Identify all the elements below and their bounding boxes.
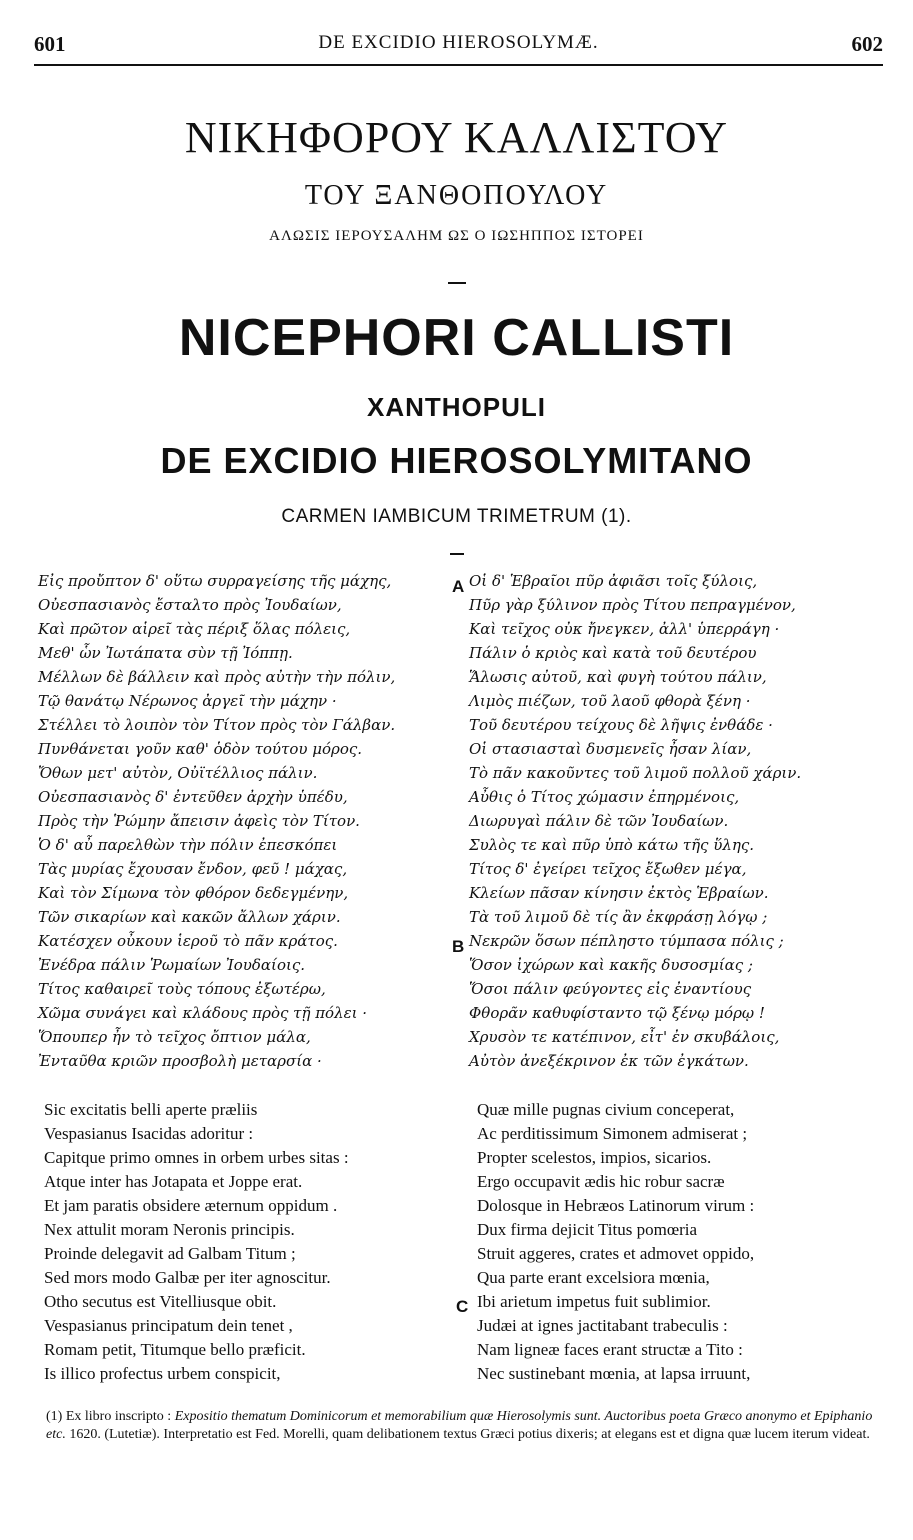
title-divider <box>448 282 466 284</box>
verse-line: Νεκρῶν ὅσων πέπληστο τύμπασα πόλις ; <box>469 932 784 950</box>
verse-line: Εἰς προὔπτον δ' οὕτω συρραγείσης τῆς μάχης, <box>38 572 392 590</box>
verse-line: Ἐνταῦθα κριῶν προσβολὴ μεταρσία · <box>38 1052 322 1070</box>
verse-line: Ὄθων μετ' αὐτὸν, Οὐϊτέλλιος πάλιν. <box>38 764 318 782</box>
verse-line: Quæ mille pugnas civium conceperat, <box>477 1100 735 1119</box>
verse-line: Λιμὸς πιέζων, τοῦ λαοῦ φθορὰ ξένη · <box>469 692 751 710</box>
footnote <box>46 1408 891 1444</box>
verse-line: Τῷ θανάτῳ Νέρωνος ἀργεῖ τὴν μάχην · <box>38 692 337 710</box>
verse-line: Ὅσον ἰχώρων καὶ κακῆς δυσοσμίας ; <box>469 956 753 974</box>
verse-line: Et jam paratis obsidere æternum oppidum . <box>44 1196 338 1215</box>
greek-left-column <box>38 572 438 1092</box>
verse-line: Οἱ δ' Ἑβραῖοι πῦρ ἀφιᾶσι τοῖς ξύλοις, <box>469 572 758 590</box>
verse-line: Capitque primo omnes in orbem urbes sitas : <box>44 1148 349 1167</box>
page-number-left: 601 <box>34 32 66 56</box>
verse-line: Μεθ' ὧν Ἰωτάπατα σὺν τῇ Ἰόππῃ. <box>38 644 293 662</box>
verse-line: Τίτος δ' ἐγείρει τεῖχος ἔξωθεν μέγα, <box>469 860 747 878</box>
verse-line: Sed mors modo Galbæ per iter agnoscitur. <box>44 1268 331 1287</box>
verse-line: Πάλιν ὁ κριὸς καὶ κατὰ τοῦ δευτέρου <box>469 644 757 662</box>
verse-line: Κατέσχεν οὖκουν ἱεροῦ τὸ πᾶν κράτος. <box>38 932 338 950</box>
verse-line: Ὅσοι πάλιν φεύγοντες εἰς ἐναντίους <box>469 980 752 998</box>
greek-author-title: ΝΙΚΗΦΟΡΟΥ ΚΑΛΛΙΣΤΟΥ <box>184 113 729 162</box>
verse-line: Nex attulit moram Neronis principis. <box>44 1220 295 1239</box>
verse-line: Dux firma dejicit Titus pomœria <box>477 1220 698 1239</box>
verse-line: Otho secutus est Vitelliusque obit. <box>44 1292 277 1311</box>
verse-line: Καὶ πρῶτον αἱρεῖ τὰς πέριξ ὅλας πόλεις, <box>38 620 351 638</box>
greek-surname-title: ΤΟΥ ΞΑΝΘΟΠΟΥΛΟΥ <box>304 180 609 211</box>
verse-line: Τίτος καθαιρεῖ τοὺς τόπους ἐξωτέρω, <box>38 980 326 998</box>
verse-line: Ἐνέδρα πάλιν Ῥωμαίων Ἰουδαίοις. <box>38 956 306 974</box>
footnote-tail: 1620. (Lutetiæ). Interpretatio est Fed. Morelli, quam delibationem textus Græci potius dixeris; at elegans est et digna quæ lucem iterum videat. <box>69 1427 870 1442</box>
footnote-italic: Expositio thematum Dominicorum et memorabilium quæ Hierosolymis sunt. Auctoribus poeta Græco anonymo et Epiphanio etc. <box>46 1409 873 1442</box>
verse-line: Ἅλωσις αὐτοῦ, καὶ φυγὴ τούτου πάλιν, <box>469 668 767 686</box>
verse-line: Κλείων πᾶσαν κίνησιν ἐκτὸς Ἑβραίων. <box>469 884 769 902</box>
latin-author-title: NICEPHORI CALLISTI <box>178 309 735 367</box>
verse-line: Τοῦ δευτέρου τείχους δὲ λῆψις ἐνθάδε · <box>469 716 773 734</box>
latin-subtitle: CARMEN IAMBICUM TRIMETRUM (1). <box>281 506 632 527</box>
verse-line: Φθορᾶν καθυφίσταντο τῷ ξένῳ μόρῳ ! <box>469 1004 765 1022</box>
verse-line: Οἱ στασιασταὶ δυσμενεῖς ἦσαν λίαν, <box>469 740 752 758</box>
page-number-right: 602 <box>851 32 883 56</box>
verse-line: Καὶ τεῖχος οὐκ ἤνεγκεν, ἀλλ' ὑπερράγη · <box>469 620 780 638</box>
verse-line: Ὁ δ' αὖ παρελθὼν τὴν πόλιν ἐπεσκόπει <box>38 836 338 854</box>
verse-line: Τὸ πᾶν κακοῦντες τοῦ λιμοῦ πολλοῦ χάριν. <box>469 764 802 782</box>
verse-line: Οὐεσπασιανὸς δ' ἐντεῦθεν ἀρχὴν ὑπέδυ, <box>38 788 348 806</box>
latin-right-column <box>477 1100 877 1400</box>
verse-line: Ac perditissimum Simonem admiserat ; <box>477 1124 748 1143</box>
verse-line: Sic excitatis belli aperte præliis <box>44 1100 258 1119</box>
verse-line: Ergo occupavit ædis hic robur sacræ <box>477 1172 725 1191</box>
greek-subtitle: ΑΛΩΣΙΣ ΙΕΡΟΥΣΑΛΗΜ ΩΣ Ο ΙΩΣΗΠΠΟΣ ΙΣΤΟΡΕΙ <box>269 228 644 244</box>
latin-work-title: DE EXCIDIO HIEROSOLYMITANO <box>160 440 753 481</box>
running-title: DE EXCIDIO HIEROSOLYMÆ. <box>318 32 599 53</box>
verse-line: Ibi arietum impetus fuit sublimior. <box>477 1292 711 1311</box>
margin-marker-c: C <box>456 1297 469 1316</box>
verse-line: Αὖθις ὁ Τίτος χώμασιν ἐπηρμένοις, <box>469 788 740 806</box>
verse-line: Vespasianus principatum dein tenet , <box>44 1316 293 1335</box>
verse-line: Judæi at ignes jactitabant trabeculis : <box>477 1316 728 1335</box>
section-divider <box>450 553 464 555</box>
verse-line: Πρὸς τὴν Ῥώμην ἄπεισιν ἀφεὶς τὸν Τίτον. <box>38 812 360 830</box>
verse-line: Ὅπουπερ ἦν τὸ τεῖχος ὄπτιον μάλα, <box>38 1028 311 1046</box>
verse-line: Τὰς μυρίας ἔχουσαν ἔνδον, φεῦ ! μάχας, <box>38 860 348 878</box>
verse-line: Μέλλων δὲ βάλλειν καὶ πρὸς αὐτὴν τὴν πόλιν, <box>38 668 396 686</box>
margin-marker-b: B <box>452 937 465 956</box>
verse-line: Qua parte erant excelsiora mœnia, <box>477 1268 710 1287</box>
page-header <box>34 30 883 62</box>
verse-line: Αὐτὸν ἀνεξέκρινον ἐκ τῶν ἐγκάτων. <box>469 1052 749 1070</box>
verse-line: Οὐεσπασιανὸς ἔσταλτο πρὸς Ἰουδαίων, <box>38 596 342 614</box>
verse-line: Atque inter has Jotapata et Joppe erat. <box>44 1172 303 1191</box>
verse-line: Τὰ τοῦ λιμοῦ δὲ τίς ἂν ἐκφράσῃ λόγῳ ; <box>469 908 768 926</box>
verse-line: Dolosque in Hebræos Latinorum virum : <box>477 1196 755 1215</box>
verse-line: Vespasianus Isacidas adoritur : <box>44 1124 254 1143</box>
header-rule <box>34 64 883 66</box>
verse-line: Struit aggeres, crates et admovet oppido, <box>477 1244 755 1263</box>
verse-line: Καὶ τὸν Σίμωνα τὸν φθόρον δεδεγμένην, <box>38 884 349 902</box>
verse-line: Propter scelestos, impios, sicarios. <box>477 1148 712 1167</box>
footnote-lead: (1) Ex libro inscripto : <box>46 1409 172 1424</box>
verse-line: Proinde delegavit ad Galbam Titum ; <box>44 1244 296 1263</box>
verse-line: Πυνθάνεται γοῦν καθ' ὁδὸν τούτου μόρος. <box>38 740 363 758</box>
latin-left-column <box>44 1100 439 1400</box>
verse-line: Nam ligneæ faces erant structæ a Tito : <box>477 1340 743 1359</box>
latin-surname-title: XANTHOPULI <box>367 392 546 422</box>
verse-line: Is illico profectus urbem conspicit, <box>44 1364 281 1383</box>
verse-line: Χρυσὸν τε κατέπινον, εἶτ' ἐν σκυβάλοις, <box>469 1028 780 1046</box>
greek-right-column <box>469 572 869 1092</box>
verse-line: Nec sustinebant mœnia, at lapsa irruunt, <box>477 1364 751 1383</box>
verse-line: Διωρυγαὶ πάλιν δὲ τῶν Ἰουδαίων. <box>469 812 729 830</box>
verse-line: Χῶμα συνάγει καὶ κλάδους πρὸς τῇ πόλει · <box>38 1004 368 1022</box>
verse-line: Τῶν σικαρίων καὶ κακῶν ἄλλων χάριν. <box>38 908 341 926</box>
verse-line: Στέλλει τὸ λοιπὸν τὸν Τίτον πρὸς τὸν Γάλβαν. <box>38 716 396 734</box>
margin-marker-a: A <box>452 577 465 596</box>
verse-line: Συλὸς τε καὶ πῦρ ὑπὸ κάτω τῆς ὕλης. <box>469 836 754 854</box>
verse-line: Πῦρ γὰρ ξύλινον πρὸς Τίτου πεπραγμένον, <box>469 596 796 614</box>
verse-line: Romam petit, Titumque bello præficit. <box>44 1340 306 1359</box>
